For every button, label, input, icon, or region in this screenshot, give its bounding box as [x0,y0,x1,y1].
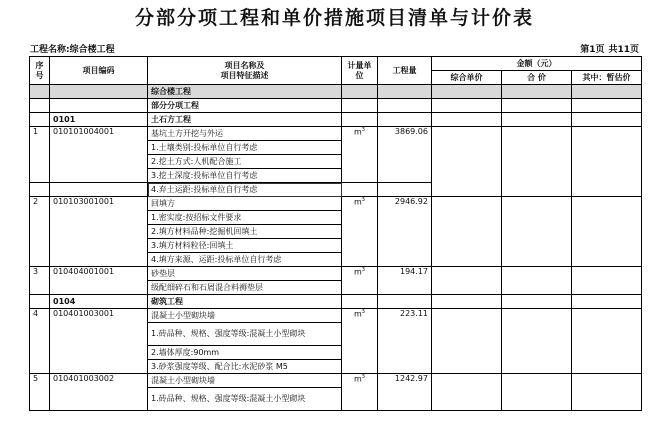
section-name: 砌筑工程 [148,295,342,309]
item-name: 混凝土小型砌块墙 [148,374,342,388]
item-seq: 3 [30,267,50,295]
page-indicator [576,42,639,55]
item-unit: $m^3$ [342,197,378,267]
item-seq: 4 [30,309,50,374]
item-name: 混凝土小型砌块墙 [148,309,342,323]
item-feature: 1.密实度:按招标文件要求 [148,211,342,225]
item-unit: $m^3$ [342,127,378,183]
col-name [148,57,342,85]
table-row [30,127,642,141]
item-feature: 4.填方来源、运距:投标单位自行考虑 [148,253,342,267]
item-code: 010401003002 [50,374,148,411]
col-seq: 序号 [30,57,50,85]
col-note: 其中：暂估价 [572,71,642,85]
table-row [30,309,642,323]
item-feature: 2.挖土方式:人机配合施工 [148,155,342,169]
item-unit: $m^3$ [342,309,378,374]
section-building: 综合楼工程 [148,85,342,99]
section-code: 0104 [50,295,148,309]
section-name: 土石方工程 [148,113,342,127]
page-current: 第1页 [580,45,605,55]
item-feature: 2.墙体厚度:90mm [148,346,342,360]
table-row [30,374,642,388]
col-code: 项目编码 [50,57,148,85]
item-seq: 5 [30,374,50,411]
item-code: 010404001001 [50,267,148,295]
table-row [30,267,642,281]
item-code: 010101004001 [50,127,148,183]
table-row [30,197,642,211]
col-name-line2: 项目特征描述 [220,70,269,80]
col-name-line1: 项目名称及 [224,60,265,70]
item-unit: $m^3$ [342,374,378,411]
item-qty: 223.11 [378,309,432,374]
item-feature: 1.砖品种、规格、强度等级:混凝土小型砌块 [148,388,342,411]
bill-of-quantities-table [29,56,642,411]
table-row [30,99,642,113]
item-seq: 1 [30,127,50,183]
project-value: 综合楼工程 [69,45,115,55]
item-name: 基坑土方开挖与外运 [148,127,342,141]
col-unit: 计量单位 [342,57,378,85]
document-title: 分部分项工程和单价措施项目清单与计价表 [134,7,534,29]
item-feature: 3.填方材料粒径:回填土 [148,239,342,253]
page-total: 共11页 [608,45,639,55]
col-unit-price: 综合单价 [432,71,502,85]
item-name: 回填方 [148,197,342,211]
item-feature: 1.砖品种、规格、强度等级:混凝土小型砌块 [148,323,342,346]
table-row [30,85,642,99]
table-body [30,85,642,411]
section-division: 部分分项工程 [148,99,342,113]
table-row [30,295,642,309]
item-qty: 194.17 [378,267,432,295]
item-qty: 1242.97 [378,374,432,411]
item-name: 砂垫层 [148,267,342,281]
item-feature: 3.挖土深度:投标单位自行考虑 [148,169,342,183]
col-amount: 金额（元） [432,57,642,71]
item-feature: 1.土壤类别:投标单位自行考虑 [148,141,342,155]
col-total: 合 价 [502,71,572,85]
item-feature: 2.填方材料品种:挖掘机回填土 [148,225,342,239]
item-unit: $m^3$ [342,267,378,295]
col-qty: 工程量 [378,57,432,85]
item-seq: 2 [30,197,50,267]
item-code: 010401003001 [50,309,148,374]
table-row [30,113,642,127]
item-qty: 3869.06 [378,127,432,183]
item-feature: 3.砂浆强度等级、配合比:水泥砂浆 M5 [148,360,342,374]
item-qty: 2946.92 [378,197,432,267]
project-label: 工程名称: [30,45,70,55]
item-feature: 级配细碎石和石屑混合料褥垫层 [148,281,342,295]
project-name [30,42,115,55]
item-code: 010103001001 [50,197,148,267]
item-feature-selected[interactable]: 4.弃土运距:投标单位自行考虑 [148,183,342,197]
section-code: 0101 [50,113,148,127]
